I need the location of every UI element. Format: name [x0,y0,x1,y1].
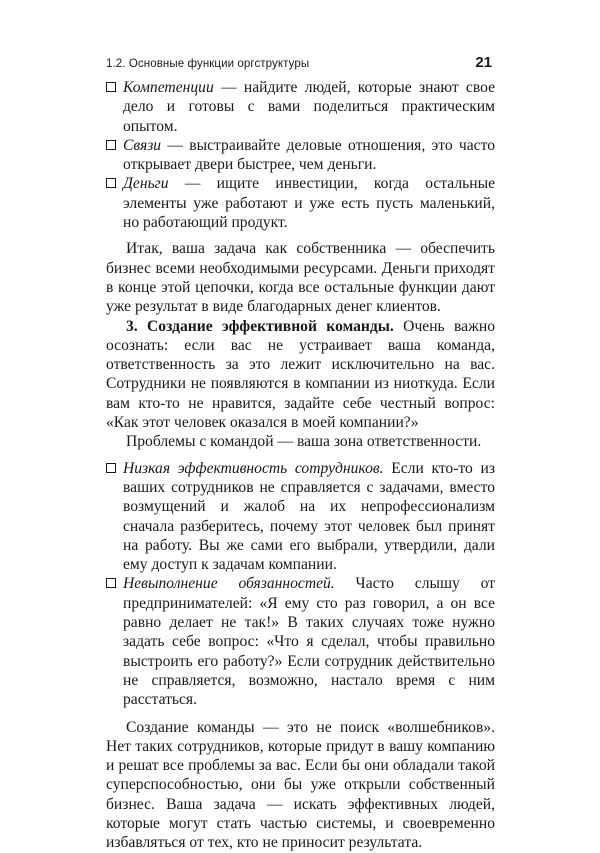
running-head [106,54,492,71]
checkbox-icon [106,140,116,150]
paragraph-text: Очень важно осознать: если вас не устраивает ваша команда, ответственность за это лежит исключительно на вас. Сотрудники не появляются в компании из ниоткуда. Если вам кто-то не нравится, задайте себе честный вопрос: «Как этот человек оказался в моей компании?» [106,317,495,432]
list-item-text: — найдите людей, которые знают свое дело и готовы с вами поделиться практическим опытом. [123,79,495,135]
list-item-term: Низкая эффективность сотрудников. [123,459,384,477]
list-item-term: Компетенции [123,79,214,96]
section-lead: 3. Создание эффективной команды. [126,317,394,335]
list-item [106,459,495,575]
list-item-text: Часто слышу от предпринимателей: «Я ему сто раз говорил, а он все равно делает не так!» В таких случаях тоже нужно задать себе вопрос: «Что я сделал, чтобы правильно выстроить его работу?» Если сотрудник действительно не справляется, возможно, настало время с ним расстаться. [123,575,495,709]
list-item-text: — ищите инвестиции, когда остальные элементы уже работают и уже есть пусть маленький, но работающий продукт. [123,175,495,232]
checkbox-icon [106,178,116,188]
list-item-term: Связи [123,136,162,154]
list-item-term: Невыполнение обязанностей. [123,575,335,593]
paragraph: Создание команды — это не поиск «волшебников». Нет таких сотрудников, которые придут в вашу компанию и решат все проблемы за вас. Если бы они обладали такой суперспособностью, они бы уже открыли собственный бизнес. Ваша задача — искать эффективных людей, которые могут стать частью системы, и своевременно избавляться от тех, кто не приносит результата. [106,718,495,852]
paragraph [106,317,495,433]
list-item-text: Если кто-то из ваших сотрудников не справляется с задачами, вместо возмущений и жалоб на их непрофессионализм сначала разберитесь, почему этот человек был принят на работу. Вы же сами его выбрали, утвердили, дали ему доступ к задачам компании. [123,459,496,574]
paragraph: Итак, ваша задача как собственника — обеспечить бизнес всеми необходимыми ресурсами. Деньги приходят в конце этой цепочки, когда все остальные функции дают уже результат в виде благодарных денег клиентов. [106,240,495,316]
page-number: 21 [475,54,492,71]
page-body [106,78,495,853]
checkbox-icon [106,578,116,588]
list-item-term: Деньги [123,175,169,193]
section-title: 1.2. Основные функции оргструктуры [106,58,310,70]
list-item [106,78,495,136]
checkbox-icon [106,463,116,473]
paragraph: Проблемы с командой — ваша зона ответственности. [126,433,482,451]
checkbox-icon [106,82,116,92]
list-item [106,574,495,709]
list-item-text: — выстраивайте деловые отношения, это часто открывает двери быстрее, чем деньги. [123,136,495,174]
list-item [106,136,495,175]
list-item [106,174,495,232]
